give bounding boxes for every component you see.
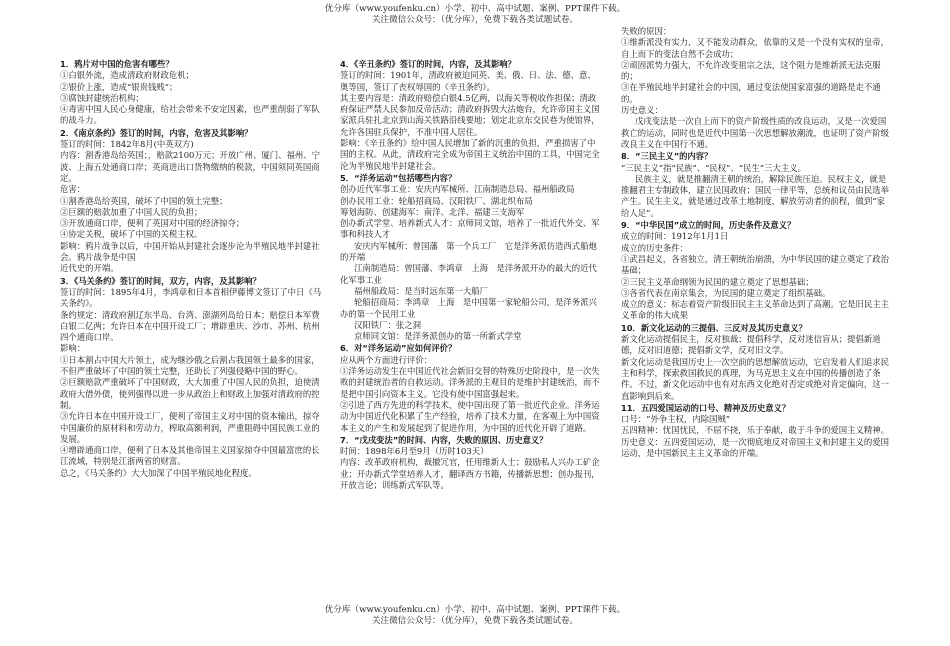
column-3 <box>621 26 889 459</box>
paragraph: 历史意义：五四爱国运动，是一次彻底地反对帝国主义和封建主义的爱国运动，是中国新民主主义革命的开端。 <box>621 436 889 458</box>
paragraph: 影响：《辛丑条约》给中国人民增加了新的沉重的负担，严重损害了中国的主权。从此，清政府完全成为帝国主义统治中国的工具，中国完全沦为半殖民地半封建社会。 <box>340 138 600 171</box>
paragraph: 创办民用工业：轮船招商局、汉阳铁厂、湖北织布局 <box>340 195 533 206</box>
paragraph: ③各省代表在南京集会，为民国的建立奠定了组织基础。 <box>621 287 831 298</box>
paragraph: ④毒害中国人民心身健康，给社会带来不安定因素，也严重削弱了军队的战斗力。 <box>60 104 320 126</box>
section-heading: 7．“戊戌变法”的时间、内容，失败的原因、历史意义？ <box>340 434 548 445</box>
section-heading: 10．新文化运动的三提倡、三反对及其历史意义？ <box>621 322 807 333</box>
paragraph: 口号：“外争主权，内除国贼” <box>621 414 731 425</box>
paragraph: 轮船招商局：李鸿章 上海 是中国第一家轮船公司，是洋务派兴办的第一个民用工业 <box>340 297 597 319</box>
paragraph: ③开放通商口岸，便利了英国对中国的经济掠夺； <box>60 218 245 229</box>
paragraph: 福州船政局：是当时远东第一大船厂 <box>354 285 488 296</box>
section-heading: 4．《辛丑条约》签订的时间，内容，及其影响？ <box>340 59 516 69</box>
header-line-1: 优分库（www.youfenku.cn）小学、初中、高中试题、案例、PPT课件下载。 <box>324 4 626 14</box>
paragraph: 江南制造局：曾国藩、李鸿章 上海 是洋务派开办的最大的近代化军事工业 <box>340 263 597 285</box>
page-header <box>0 4 950 25</box>
section-heading: 6．对“洋务运动”应如何评价？ <box>340 343 457 354</box>
column-2 <box>340 58 602 491</box>
section-heading: 2．《南京条约》签订的时间，内容，危害及其影响？ <box>60 127 253 138</box>
paragraph: 汉阳铁厂：张之洞 <box>354 319 421 330</box>
paragraph: 五四精神：忧国忧民，不屈不挠，乐于奉献，敢于斗争的爱国主义精神。 <box>621 425 889 436</box>
paragraph: 内容：割香港岛给英国；，赔款2100万元；开放广州、厦门、福州、宁波、上海五处通商口岸；英商进出口货物缴纳的税款，中国须同英国商定。 <box>60 150 320 183</box>
column-1 <box>60 58 322 479</box>
paragraph: ①武昌起义，各省独立，清王朝统治崩溃，为中华民国的建立奠定了政治基础； <box>621 253 889 276</box>
paragraph: ④协定关税，破坏了中国的关税主权。 <box>60 229 203 240</box>
paragraph: ②银价上涨，造成“银贵钱贱”； <box>60 81 178 92</box>
paragraph: 新文化运动提倡民主，反对独裁；提倡科学，反对迷信盲从；提倡新道德，反对旧道德；提倡新文学，反对旧文学。 <box>621 334 881 356</box>
paragraph: ①日本割占中国大片领土，成为继沙俄之后割占我国领土最多的国家，不但严重破坏了中国的领土完整，还助长了列强侵略中国的野心。 <box>60 354 320 377</box>
section-heading: 8．“三民主义”的内容？ <box>621 151 713 162</box>
section-heading: 11．五四爱国运动的口号、精神及历史意义？ <box>621 402 791 413</box>
paragraph: “三民主义”指“民族”、“民权”、“民生”三大主义。 <box>621 162 807 173</box>
footer-line-2: 关注微信公众号：（优分库），免费下载各类试题试卷。 <box>371 615 579 626</box>
paragraph: ③允许日本在中国开设工厂，便利了帝国主义对中国的资本输出，掠夺中国廉价的原材料和劳动力，榨取高额利润，严重阻碍中国民族工业的发展。 <box>60 411 320 444</box>
paragraph: 签订的时间：1901年，清政府被迫同英、美、俄、日、法、德、意、奥等国，签订了丧权辱国的《辛丑条约》。 <box>340 70 596 92</box>
page-footer <box>0 605 950 626</box>
header-line-2: 关注微信公众号：（优分库），免费下载各类试题试卷。 <box>371 14 579 25</box>
paragraph: 时间：1898年6月至9月（历时103天） <box>340 446 489 457</box>
paragraph: ①维新派没有实力，又不能发动群众，依靠的又是一个没有实权的皇帝，自上而下的变法自然不会成功； <box>621 37 889 59</box>
paragraph: ④增辟通商口岸，便利了日本及其他帝国主义国家掠夺中国最富庶的长江流域，特别是江浙两省的财富。 <box>60 445 320 467</box>
paragraph: 筹划海防、创建海军：南洋、北洋、福建三支海军 <box>340 206 525 217</box>
paragraph: 民族主义，就是推翻清王朝的统治，解除民族压迫。民权主义，就是推翻君主专制政体，建立民国政府；国民一律平等，总统和议员由民选举产生。民生主义，就是通过改革土地制度，解放劳动者的前程，做到“家给人足”。 <box>621 173 889 218</box>
paragraph: ③腐蚀封建统治机构； <box>60 92 144 103</box>
paragraph: 创办近代军事工业：安庆内军械所、江南制造总局、福州船政局 <box>340 184 575 195</box>
paragraph: ②顽固派势力强大，不允许改变祖宗之法，这个阻力是维新派无法克服的； <box>621 59 881 82</box>
paragraph: 签订的时间：1842年8月(中英双方) <box>60 139 194 150</box>
paragraph: 成立的意义：标志着资产阶级旧民主主义革命达到了高潮。它是旧民主主义革命的伟大成果 <box>621 299 889 321</box>
paragraph: 内容：改革政府机构，裁撤冗官，任用维新人士；鼓励私人兴办工矿企业；开办新式学堂培养人才，翻译西方书籍，传播新思想；创办报刊，开放言论；训练新式军队等。 <box>340 457 600 490</box>
paragraph: ②巨额赔款严重破坏了中国财政，大大加重了中国人民的负担，迫使清政府大借外债，使列强得以进一步从政治上和财政上加强对清政府的控制。 <box>60 377 320 410</box>
paragraph: 危害： <box>60 184 86 195</box>
footer-line-1: 优分库（www.youfenku.cn）小学、初中、高中试题、案例、PPT课件下载。 <box>324 605 626 615</box>
paragraph: 应从两个方面进行评价： <box>340 354 433 365</box>
paragraph: 总之，《马关条约》大大加深了中国半殖民地化程度。 <box>60 467 257 478</box>
paragraph: 戊戌变法是一次自上而下的资产阶级性质的改良运动，又是一次爱国救亡的运动，同时也是近代中国第一次思想解放潮流，也证明了资产阶级改良主义在中国行不通。 <box>621 116 889 149</box>
paragraph: 影响： <box>60 343 86 354</box>
paragraph: 安庆内军械所：曾国藩 第一个兵工厂 它是洋务派仿造西式船炮的开端 <box>340 240 597 263</box>
paragraph: 成立的历史条件： <box>621 242 688 253</box>
paragraph: 失败的原因： <box>621 26 672 36</box>
paragraph: 条约规定：清政府割辽东半岛、台湾、澎湖列岛给日本；赔偿日本军费白银二亿两；允许日本在中国开设工厂；增辟重庆、沙市、苏州、杭州四个通商口岸。 <box>60 309 320 343</box>
section-heading: 3．《马关条约》签订的时间，双方，内容，及其影响？ <box>60 275 261 286</box>
paragraph: 创办新式学堂、培养新式人才：京师同文馆，培养了一批近代外交、军事和科技人才 <box>340 218 600 240</box>
section-heading: 9．“中华民国”成立的时间，历史条件及意义？ <box>621 220 796 231</box>
paragraph: ①白银外流，造成清政府财政危机； <box>60 70 194 81</box>
paragraph: ②巨额的赔款加重了中国人民的负担； <box>60 206 203 217</box>
paragraph: ①洋务运动发生在中国近代社会新旧交替的特殊历史阶段中，是一次失败的封建统治者的自救运动。洋务派的主观目的是维护封建统治，而不是把中国引向资本主义。它没有使中国富强起来。 <box>340 366 600 399</box>
paragraph: ②引进了西方先进的科学技术，使中国出现了第一批近代企业。洋务运动为中国近代化积累了生产经验，培养了技术力量，在客观上为中国资本主义的产生和发展起到了促进作用，为中国的近代化开辟了道路。 <box>340 399 600 433</box>
paragraph: 成立的时间：1912年1月1日 <box>621 231 729 242</box>
paragraph: 历史意义： <box>621 105 663 116</box>
paragraph: 影响：鸦片战争以后，中国开始从封建社会逐步沦为半殖民地半封建社会。鸦片战争是中国 <box>60 240 320 263</box>
section-heading: 1．鸦片对中国的危害有哪些？ <box>60 59 174 69</box>
paragraph: ①割香港岛给英国，破坏了中国的领土完整； <box>60 195 228 206</box>
paragraph: ③在半殖民地半封建社会的中国，通过变法使国家富强的道路是走不通的。 <box>621 82 881 104</box>
paragraph: 近代史的开端。 <box>60 263 119 274</box>
paragraph: 新文化运动是我国历史上一次空前的思想解放运动，它启发着人们追求民主和科学，探索救国救民的真理，为马克思主义在中国的传播创造了条件。不过，新文化运动中也有对东西文化绝对否定或绝对肯定偏向，这一直影响到后来。 <box>621 356 889 401</box>
paragraph: 京师同文馆：是洋务派创办的第一所新式学堂 <box>354 331 522 342</box>
paragraph: 其主要内容是：清政府赔偿白银4.5亿两，以海关等税收作担保；清政府保证严禁人民参加反帝活动；清政府拆毁大沽炮台，允许帝国主义国家派兵驻扎北京到山海关铁路沿线要地；划定北京东交民巷为使馆界，允许各国驻兵保护，不准中国人居住。 <box>340 92 600 137</box>
paragraph: ②三民主义革命纲领为民国的建立奠定了思想基础； <box>621 276 814 287</box>
section-heading: 5．“洋务运动”包括哪些内容？ <box>340 172 457 183</box>
paragraph: 签订的时间：1895年4月，李鸿章和日本首相伊藤博文签订了中日《马关条约》。 <box>60 286 322 309</box>
